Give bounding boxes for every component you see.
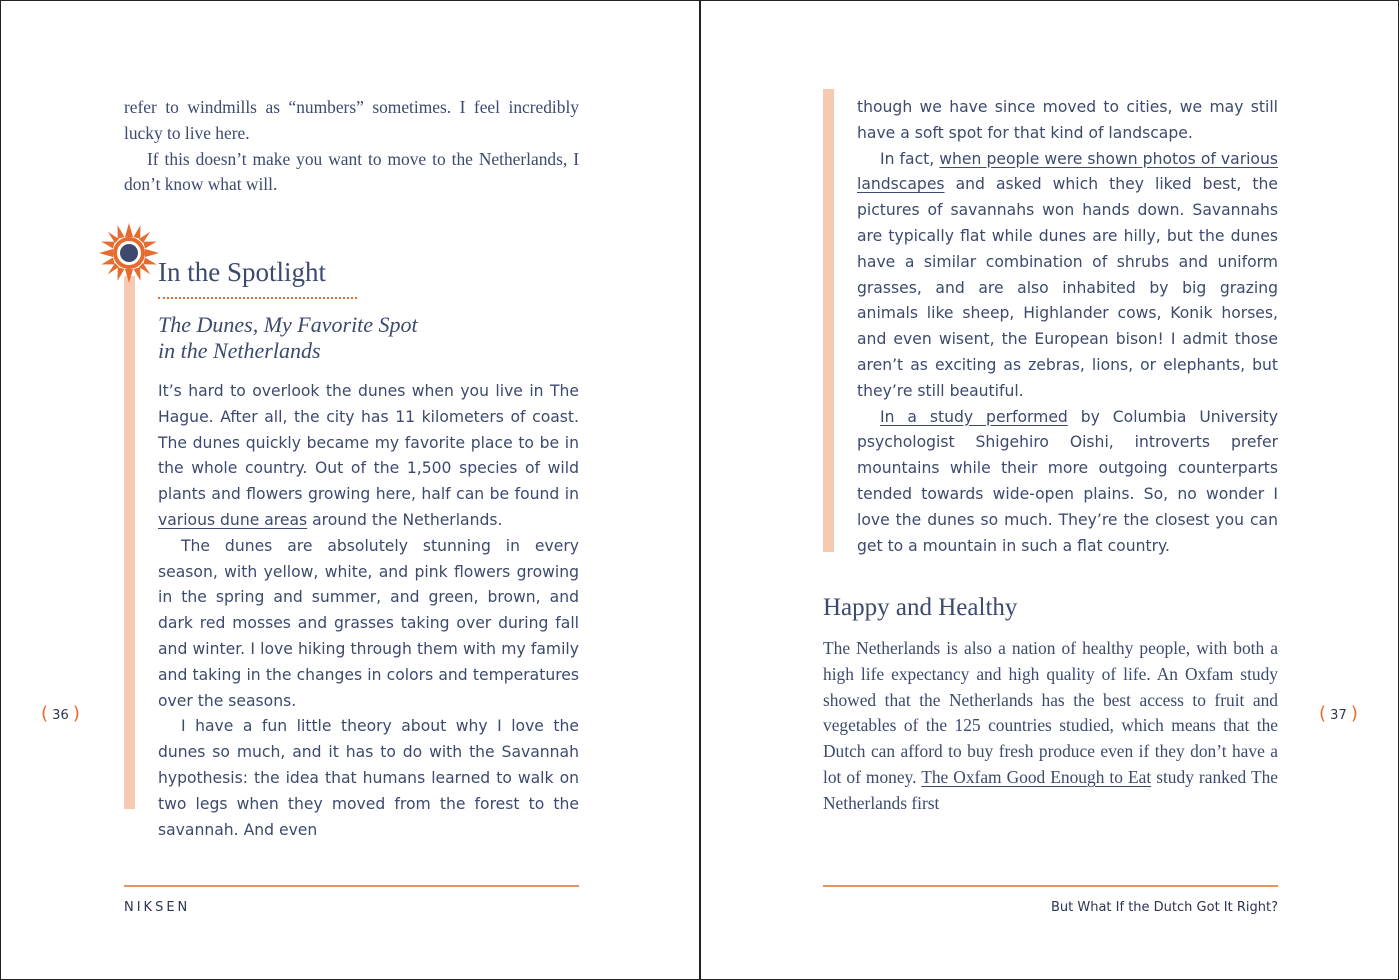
spotlight-subtitle [158, 312, 418, 364]
footer-chapter-title: But What If the Dutch Got It Right? [1050, 900, 1278, 915]
page-number-open-paren: ( [1319, 703, 1327, 724]
continued-paragraph-1: though we have since moved to cities, we may still have a soft spot for that kind of landscape. [857, 98, 1278, 142]
section-body [823, 636, 1278, 817]
spotlight-title: In the Spotlight [158, 257, 326, 287]
spotlight-paragraph-3: I have a fun little theory about why I love the dunes so much, and it has to do with the Savannah hypothesis: the idea that humans learned to walk on two legs when they moved from the forest to the savannah. And even [158, 717, 579, 839]
landscape-photos-link[interactable]: when people were shown photos of various landscapes [857, 149, 1278, 194]
continued-paragraph-2 [857, 147, 1278, 405]
section-paragraph [823, 636, 1278, 817]
continued-paragraph-2-lead: In fact, [880, 149, 940, 168]
footer-rule-left [124, 885, 579, 887]
intro-paragraph-1: refer to windmills as “numbers” sometimes. I feel incredibly lucky to live here. [124, 97, 579, 143]
spotlight-paragraph-1-text: It’s hard to overlook the dunes when you live in The Hague. After all, the city has 11 kilometers of coast. The dunes quickly became my favorite place to be in the whole country. Out of the 1,500 species of wild plants and flowers growing here, half can be found in [158, 382, 579, 504]
section-paragraph-text: The Netherlands is also a nation of healthy people, with both a high life expectancy and high quality of life. An Oxfam study showed that the Netherlands has the best access to fruit and vegetables of the 125 countries studied, which means that the Dutch can afford to buy fresh produce even if they don’t have a lot of money. [823, 638, 1278, 787]
continued-paragraph-3-text: by Columbia University psychologist Shigehiro Oishi, introverts prefer mountains while their more outgoing counterparts tended towards wide-open plains. So, no wonder I love the dunes so much. They’re the closest you can get to a mountain in such a flat country. [857, 407, 1278, 555]
spotlight-body-continued [857, 95, 1278, 559]
study-performed-link[interactable]: In a study performed [880, 407, 1068, 426]
spotlight-paragraph-1 [158, 379, 579, 534]
page-number-right [1319, 705, 1358, 725]
intro-text [124, 95, 579, 198]
spotlight-paragraph-1-end: around the Netherlands. [307, 510, 503, 529]
right-page [700, 0, 1399, 980]
page-number-value: 37 [1330, 708, 1347, 723]
footer-book-title: NIKSEN [124, 900, 191, 915]
oxfam-study-link[interactable]: The Oxfam Good Enough to Eat [921, 766, 1152, 787]
footer-rule-right [823, 885, 1278, 887]
various-dune-areas-link[interactable]: various dune areas [158, 510, 308, 529]
page-number-value: 36 [52, 708, 69, 723]
sun-core [120, 244, 138, 262]
page-number-left [41, 705, 80, 725]
spotlight-bar-continued [823, 89, 834, 552]
spotlight-paragraph-2: The dunes are absolutely stunning in every season, with yellow, white, and pink flowers growing in the spring and summer, and green, brown, and dark red mosses and grasses taking over during fall and winter. I love hiking through them with my family and taking in the changes in colors and temperatures over the seasons. [158, 536, 579, 710]
spotlight-bar [124, 276, 135, 809]
page-number-close-paren: ) [1350, 703, 1358, 724]
spotlight-body [158, 379, 579, 843]
page-number-open-paren: ( [41, 703, 49, 724]
page-number-close-paren: ) [72, 703, 80, 724]
intro-paragraph-2: If this doesn’t make you want to move to the Netherlands, I don’t know what will. [124, 148, 579, 195]
spotlight-subtitle-line-2: in the Netherlands [158, 338, 321, 363]
section-paragraph-end: study ranked The Netherlands first [823, 766, 1279, 813]
spotlight-dotted-rule [158, 297, 357, 299]
spotlight-subtitle-line-1: The Dunes, My Favorite Spot [158, 312, 418, 337]
section-title: Happy and Healthy [823, 594, 1018, 621]
sun-icon [99, 223, 159, 283]
continued-paragraph-3 [857, 405, 1278, 560]
continued-paragraph-2-text: and asked which they liked best, the pictures of savannahs won hands down. Savannahs are typically flat while dunes are hilly, but the dunes have a similar combination of shrubs and uniform grasses, and are also inhabited by big grazing animals like sheep, Highlander cows, Konik horses, and even wisent, the European bison! I admit those aren’t as exciting as zebras, lions, or elephants, but they’re still beautiful. [857, 175, 1278, 400]
